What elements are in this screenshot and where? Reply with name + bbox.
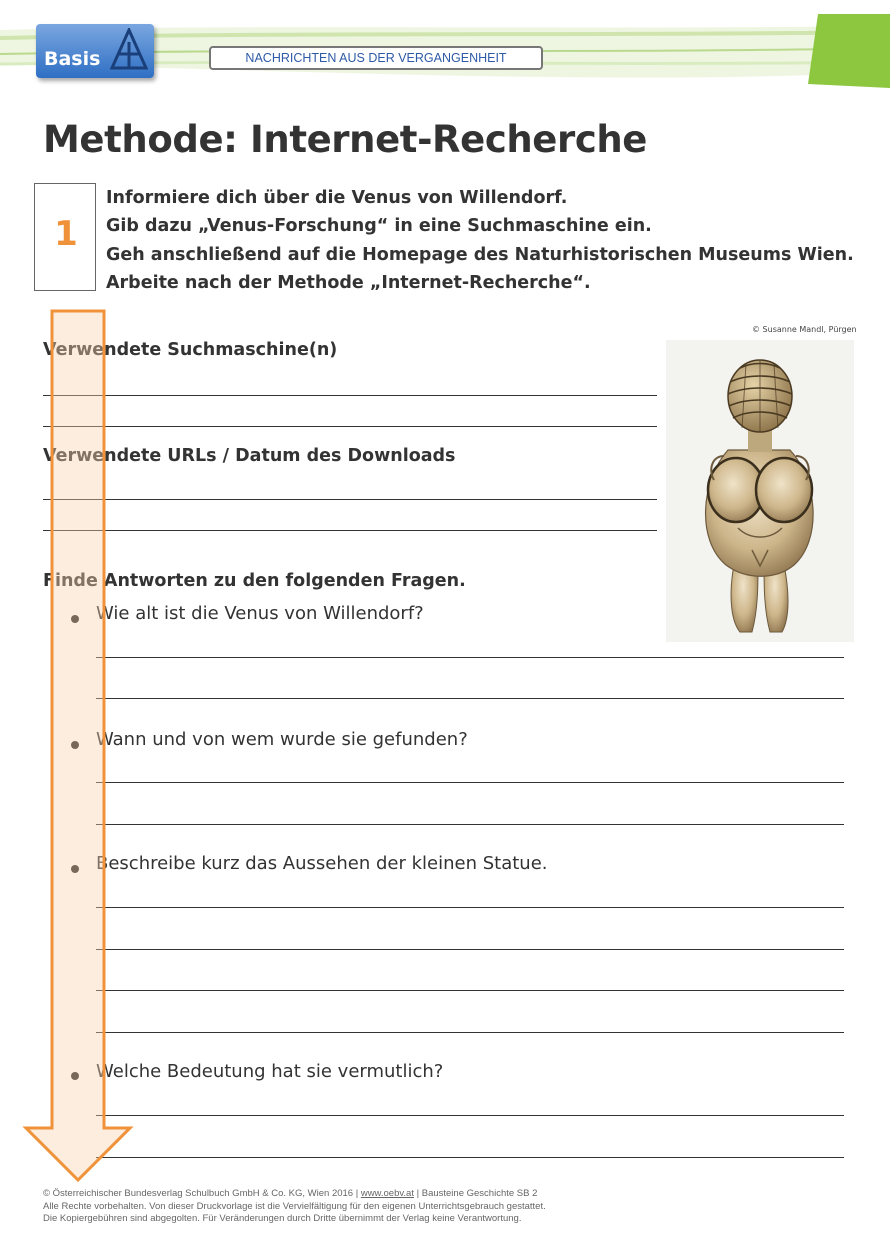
answer-line	[43, 530, 657, 531]
image-credit: © Susanne Mandl, Pürgen	[752, 325, 857, 334]
answer-line	[96, 1032, 844, 1033]
answer-line	[96, 1115, 844, 1116]
question-2: Wann und von wem wurde sie gefunden?	[96, 729, 468, 750]
answer-line	[96, 907, 844, 908]
task-number-box	[34, 183, 96, 291]
footer	[43, 1188, 546, 1226]
task-number: 1	[54, 214, 78, 254]
footer-book: | Bausteine Geschichte SB 2	[413, 1188, 538, 1199]
questions-intro: Finde Antworten zu den folgenden Fragen.	[43, 571, 466, 591]
page-title: Methode: Internet-Recherche	[43, 118, 647, 161]
answer-line	[96, 824, 844, 825]
logo-text: Basis	[44, 48, 101, 70]
task-line: Arbeite nach der Methode „Internet-Recherche“.	[106, 272, 591, 293]
answer-line	[96, 990, 844, 991]
task-line: Informiere dich über die Venus von Willendorf.	[106, 188, 568, 208]
urls-label: Verwendete URLs / Datum des Downloads	[43, 446, 456, 466]
venus-statue-image	[666, 340, 854, 642]
answer-line	[96, 949, 844, 950]
footer-line-2: Alle Rechte vorbehalten. Von dieser Druckvorlage ist die Vervielfältigung für den eigenen Unterrichtsgebrauch gestattet.	[43, 1200, 546, 1212]
task-instructions	[106, 184, 854, 297]
answer-line	[96, 698, 844, 699]
down-arrow-icon	[20, 308, 135, 1188]
footer-copyright: © Österreichischer Bundesverlag Schulbuch GmbH & Co. KG, Wien 2016 |	[43, 1188, 361, 1199]
answer-line	[43, 426, 657, 427]
answer-line	[96, 782, 844, 783]
answer-line	[96, 1157, 844, 1158]
question-3: Beschreibe kurz das Aussehen der kleinen Statue.	[96, 853, 548, 874]
publisher-link[interactable]: www.oebv.at	[360, 1188, 414, 1199]
task-line: Gib dazu „Venus-Forschung“ in eine Suchmaschine ein.	[106, 216, 652, 237]
question-1: Wie alt ist die Venus von Willendorf?	[96, 603, 424, 624]
answer-line	[43, 395, 657, 396]
footer-line-3: Die Kopiergebühren sind abgegolten. Für Veränderungen durch Dritte übernimmt der Verlag keine Verantwortung.	[43, 1213, 522, 1224]
answer-line	[43, 499, 657, 500]
answer-line	[96, 657, 844, 658]
task-line: Geh anschließend auf die Homepage des Naturhistorischen Museums Wien.	[106, 244, 854, 265]
question-4: Welche Bedeutung hat sie vermutlich?	[96, 1061, 444, 1082]
header-green-tab	[808, 14, 890, 88]
search-engines-label: Verwendete Suchmaschine(n)	[43, 340, 338, 360]
series-label: NACHRICHTEN AUS DER VERGANGENHEIT	[209, 46, 543, 70]
triangle-logo-icon	[110, 28, 148, 72]
footer-line-1	[43, 1188, 546, 1201]
basis-logo	[36, 24, 154, 78]
